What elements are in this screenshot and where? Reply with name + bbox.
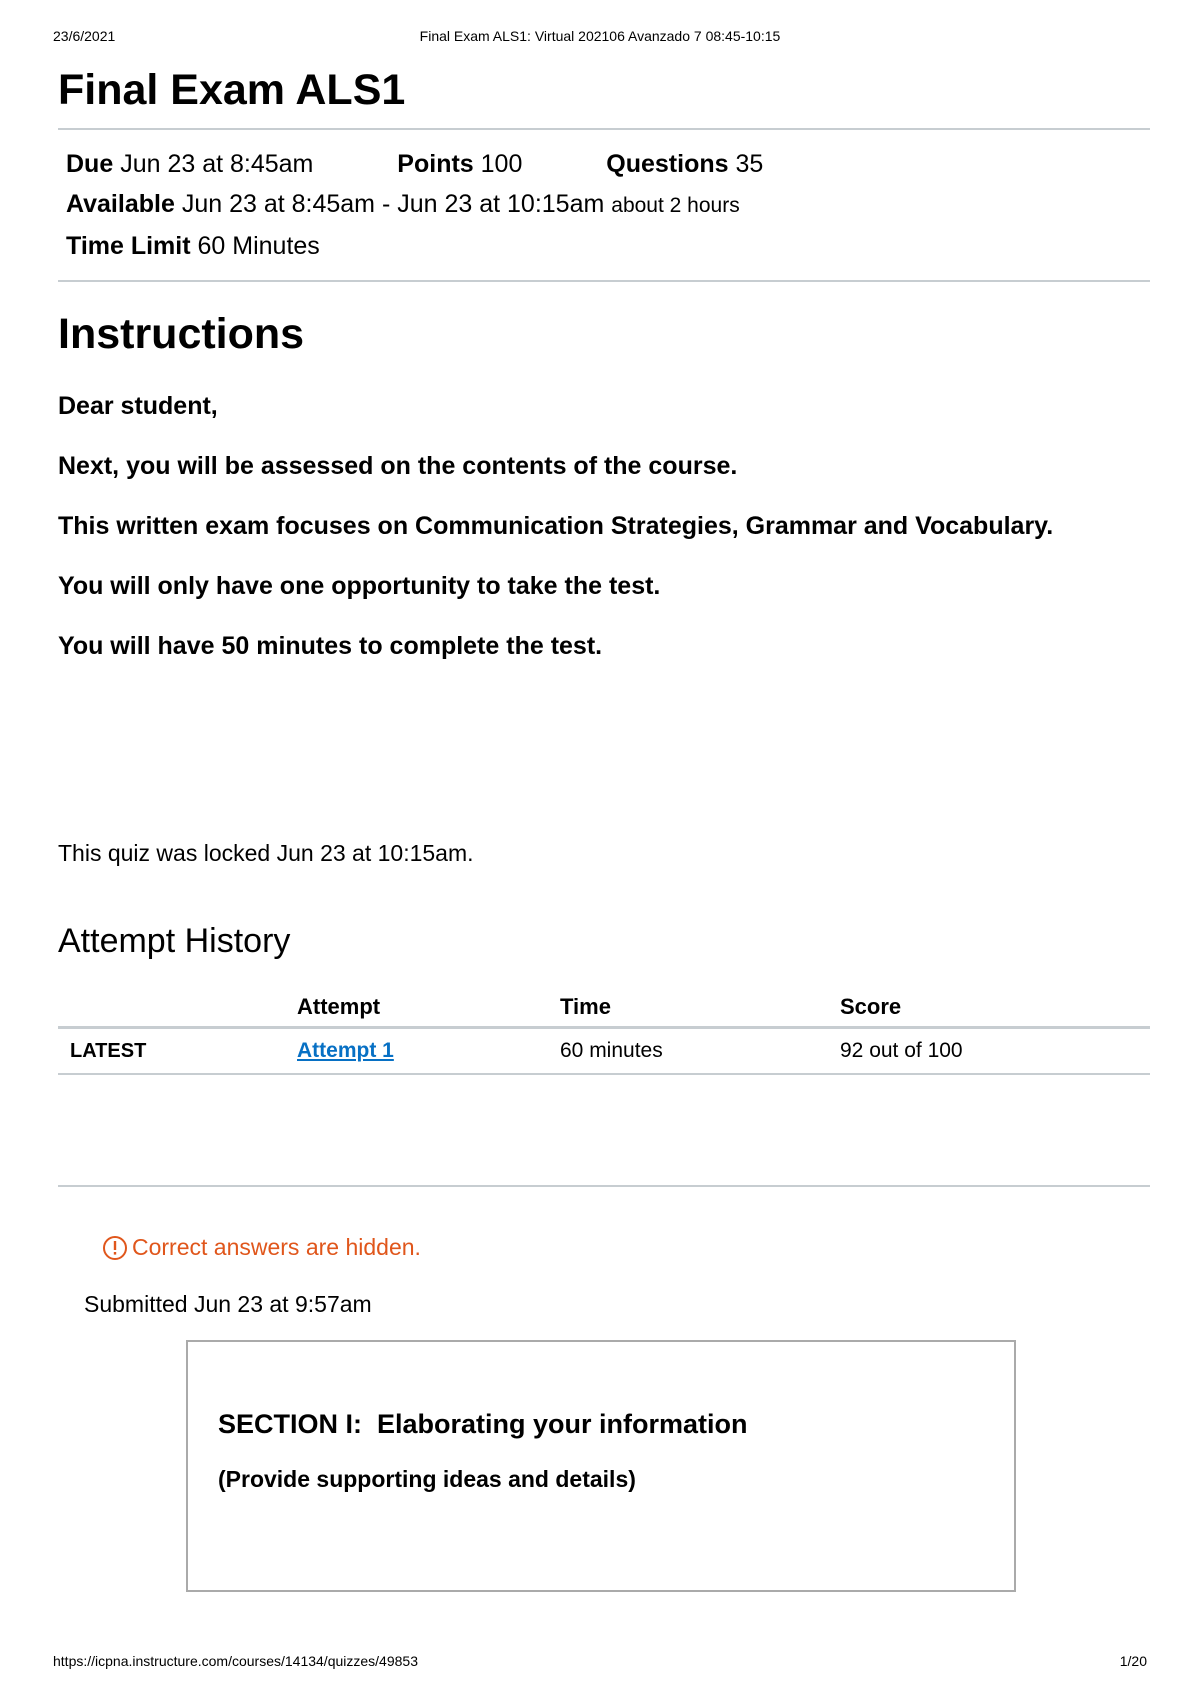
section-header-box (186, 1340, 1016, 1592)
instructions-paragraph: You will have 50 minutes to complete the test. (58, 632, 603, 660)
attempt-score: 92 out of 100 (840, 1028, 1150, 1075)
column-header (58, 988, 297, 1028)
instructions-paragraph: Next, you will be assessed on the contents of the course. (58, 452, 738, 480)
available-label: Available (66, 190, 175, 218)
attempt-history-table (58, 988, 1150, 1075)
column-header: Score (840, 988, 1150, 1028)
quiz-content (58, 62, 1150, 1492)
instructions-paragraph: You will only have one opportunity to take the test. (58, 572, 661, 600)
details-row-available (66, 184, 1142, 226)
divider (58, 1185, 1150, 1187)
points-value: 100 (480, 150, 523, 178)
instructions-paragraph: This written exam focuses on Communication Strategies, Grammar and Vocabulary. (58, 512, 1054, 540)
attempt-history-title: Attempt History (58, 922, 291, 960)
submitted-time: Submitted Jun 23 at 9:57am (84, 1291, 372, 1317)
instructions-body (58, 386, 1150, 666)
notice-text: Correct answers are hidden. (132, 1234, 421, 1260)
table-row (58, 1028, 1150, 1075)
available-duration: about 2 hours (611, 194, 740, 217)
due-label: Due (66, 150, 114, 178)
print-date: 23/6/2021 (53, 28, 116, 44)
quiz-details (58, 130, 1150, 280)
instructions-paragraph: Dear student, (58, 392, 218, 420)
column-header: Attempt (297, 988, 560, 1028)
attempt-link[interactable]: Attempt 1 (297, 1039, 394, 1062)
page-number: 1/20 (1119, 1653, 1147, 1669)
details-row-due (66, 144, 1142, 184)
page-url: https://icpna.instructure.com/courses/14134/quizzes/49853 (53, 1653, 418, 1669)
time-limit-label: Time Limit (66, 232, 191, 260)
table-header-row (58, 988, 1150, 1028)
divider (58, 280, 1150, 282)
questions-value: 35 (735, 150, 764, 178)
print-footer (53, 1653, 1147, 1673)
points-label: Points (397, 150, 474, 178)
section-title: SECTION I: Elaborating your information (218, 1409, 748, 1439)
instructions-title: Instructions (58, 310, 305, 358)
latest-tag: LATEST (58, 1028, 297, 1075)
answers-hidden-notice (102, 1234, 421, 1261)
print-title: Final Exam ALS1: Virtual 202106 Avanzado 7 08:45-10:15 (419, 28, 781, 44)
due-value: Jun 23 at 8:45am (120, 150, 314, 178)
print-header (53, 28, 1147, 48)
details-row-time-limit (66, 226, 1142, 266)
time-limit-value: 60 Minutes (197, 232, 320, 260)
column-header: Time (560, 988, 840, 1028)
section-subtitle: (Provide supporting ideas and details) (218, 1466, 636, 1492)
page-title: Final Exam ALS1 (58, 66, 406, 114)
warning-circle-icon (102, 1235, 128, 1261)
questions-label: Questions (606, 150, 729, 178)
attempt-time: 60 minutes (560, 1028, 840, 1075)
available-value: Jun 23 at 8:45am - Jun 23 at 10:15am (181, 190, 605, 218)
locked-message: This quiz was locked Jun 23 at 10:15am. (58, 840, 474, 866)
